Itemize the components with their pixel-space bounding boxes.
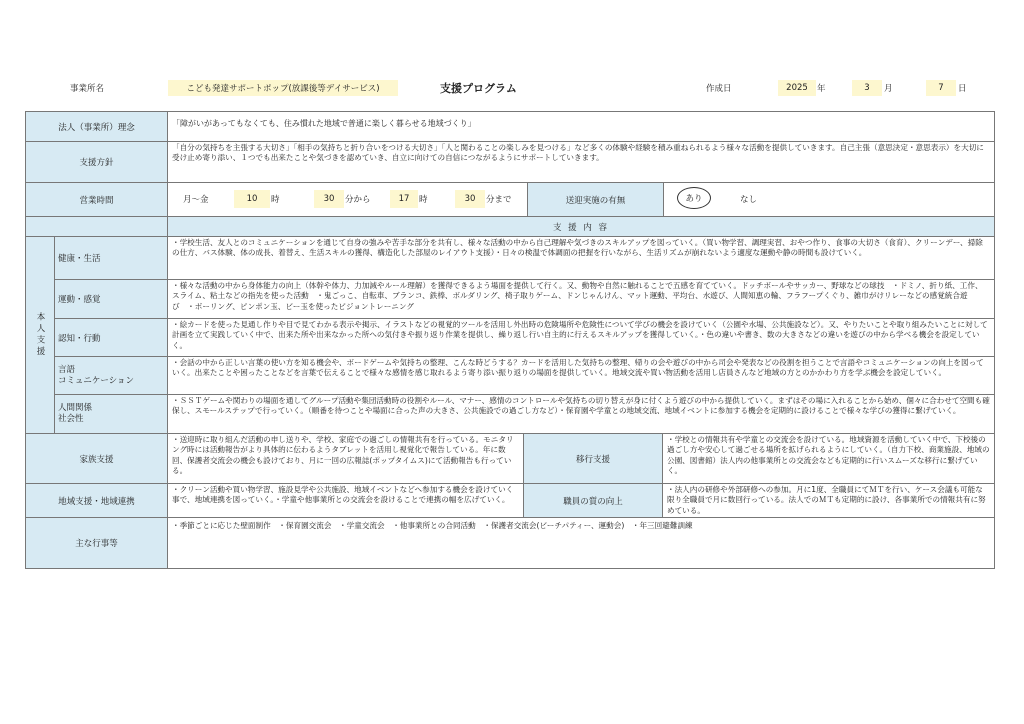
day-unit: 日 [958, 84, 967, 94]
support-row-text-communication: ・会話の中から正しい言葉の使い方を知る機会や、ボードゲームや気持ちの整理、こんな時どうする？カードを活用した気持ちの整理、帰りの会や遊びの中から司会や発表などの役割を担うことで言語やコミュニケーションの向上を図っていく。出来たことや困ったことなどを言葉で伝えることで様々な感情を感じ取れるよう寄り添い振り返りの場面を提供していく。地域交流や買い物活動を活用し店員さんなど地域の方とのかかわり方を学ぶ機会を設定していく。 [172, 358, 984, 378]
family-support-text: ・送迎時に取り組んだ活動の申し送りや、学校、家庭での過ごしの情報共有を行っている。モニタリング時には活動報告がより具体的に伝わるようタブレットを活用し視覚化で報告している。年に数回、保護者交流会の機会も設けており、月に一回の広報誌(ポップタイムス)にて活動報告も行っている。 [172, 435, 514, 476]
support-row-text-motor: ・様々な活動の中から身体能力の向上（体幹や体力、力加減やルール理解）を獲得できるよう場面を提供して行く。又、動物や自然に触れることで五感を育てていく。ドッチボールやサッカー、野球などの球技 ・ドミノ、折り紙、工作、スライム、粘土などの指先を使った活動 ・鬼ごっこ、自転車、ブランコ、鉄棒、ボルダリング、椅子取りゲーム、ドンじゃんけん、マット運動、平均台、水遊び、人間知恵の輪、フラフープくぐり、雑巾がけリレーなどの感覚統合遊び ・ボーリング、ピンポン玉、ビー玉を使ったビジョントレーニング [172, 281, 983, 311]
start-minute-unit: 分から [345, 195, 371, 205]
page-title: 支援プログラム [440, 82, 517, 95]
support-row-label-health: 健康・生活 [55, 237, 167, 279]
support-row-label-social: 人間関係 社会性 [55, 395, 167, 433]
self-support-group-label: 本人支援 [26, 237, 54, 433]
transition-support-label: 移行支援 [524, 434, 662, 483]
created-year: 2025 [778, 80, 816, 96]
support-row-label-communication: 言語 コミュニケーション [55, 357, 167, 394]
family-support-label: 家族支援 [26, 434, 167, 483]
support-row-text-health: ・学校生活、友人とのコミュニケーションを通じて自身の強みや苦手な部分を共有し、様々な活動の中から自己理解や気づきのスキルアップを図っていく。（買い物学習、調理実習、おやつ作り、食事の大切さ（食育）、クリーンデー、掃除の仕方、バス体験、体の成長、着替え、生活スキルの獲得、構造化した部屋のレイアウト支援）・日々の検温で体調面の把握を行いながら、生活リズムが崩れないよう適度な運動や静の時間も設けていく。 [172, 238, 983, 258]
philosophy-label: 法人（事業所）理念 [26, 112, 167, 141]
start-minute: 30 [314, 190, 344, 208]
support-content-left-spacer [26, 217, 167, 236]
office-name-value: こども発達サポートポップ(放課後等デイサービス) [168, 80, 398, 96]
staff-quality-label: 職員の質の向上 [524, 484, 662, 517]
business-hours-label: 営業時間 [26, 183, 167, 216]
end-hour: 17 [390, 190, 418, 208]
month-unit: 月 [884, 84, 893, 94]
created-day: 7 [926, 80, 956, 96]
office-name-label: 事業所名 [70, 84, 105, 94]
transition-support-text: ・学校との情報共有や学童との交流会を設けている。地域資源を活動していく中で、下校後の過ごし方や安心して過ごせる場所を拡げられるようにしていく。（自力下校、商業施設、地域の公園、図書館）法人内の他事業所との交流会なども定期的に行いスムーズな移行に繋げていく。 [667, 435, 990, 476]
support-row-text-social: ・ＳＳＴゲームや関わりの場面を通してグループ活動や集団活動時の役割やルール、マナー、感情のコントロールや気持ちの切り替えが身に付くよう遊びの中から提供していく。まずはその場に入れることから始め、個々に合わせて空間も確保し、スモールステップで行っていく。（順番を待つことや場面に合った声の大きさ、公共施設での過ごし方など）・保育園や学童との地域交流、地域イベントに参加する機会を定期的に設けることで様々な学びの獲得に繋げていく。 [172, 396, 990, 416]
policy-text: 「自分の気持ちを主張する大切さ」「相手の気持ちと折り合いをつける大切さ」「人と関わることの楽しみを見つける」など多くの体験や経験を積み重ねられるよう様々な活動を提供していきます。自己主張（意思決定・意思表示）を大切に受け止め寄り添い、１つでも出来たことや気づきを認めていき、自立に向けての自信につながるようにサポートしていきます。 [172, 143, 984, 163]
support-content-header: 支 援 内 容 [168, 217, 994, 236]
end-minute: 30 [455, 190, 485, 208]
transport-label: 送迎実施の有無 [528, 183, 663, 216]
support-row-text-cognition: ・絵カードを使った見通し作りや目で見てわかる表示や掲示、イラストなどの視覚的ツールを活用し外出時の危険場所や危険性について学びの機会を設けていく（公園や水場、公共施設など）。又、やりたいことや取り組みたいことに対して計画を立て実践していく中で、出来た所や出来なかった所への気付きや振り返り作業を提供し、繰り返し行い自主的に行えるスキルアップを獲得していく。・色の違いや書き、数の大きさなどの違いを遊びの中から学べる機会を設定していく。 [172, 320, 988, 350]
created-date-label: 作成日 [706, 84, 732, 94]
philosophy-text: 「障がいがあってもなくても、住み慣れた地域で普通に楽しく暮らせる地域づくり」 [172, 119, 476, 128]
transport-no: なし [740, 195, 758, 205]
start-hour: 10 [234, 190, 270, 208]
staff-quality-text: ・法人内の研修や外部研修への参加。月に1度、全職員にてＭＴを行い、ケース会議も可能な限り全職員で月に数回行っている。法人でのＭＴも定期的に設け、各事業所での情報共有に努めている。 [667, 485, 986, 515]
end-minute-unit: 分まで [486, 195, 512, 205]
start-hour-unit: 時 [271, 195, 280, 205]
created-month: 3 [852, 80, 882, 96]
main-events-label: 主な行事等 [26, 518, 167, 568]
main-events-text: ・季節ごとに応じた壁面制作 ・保育園交流会 ・学童交流会 ・他事業所との合同活動 ・保護者交流会(ビーチパティー、運動会) ・年三回避難訓練 [172, 521, 693, 530]
support-row-label-motor: 運動・感覚 [55, 280, 167, 318]
community-support-label: 地域支援・地域連携 [26, 484, 167, 517]
transport-yes-circled: あり [677, 187, 711, 209]
business-days: 月～金 [183, 195, 209, 205]
end-hour-unit: 時 [419, 195, 428, 205]
year-unit: 年 [817, 84, 826, 94]
policy-label: 支援方針 [26, 142, 167, 182]
support-row-label-cognition: 認知・行動 [55, 319, 167, 356]
community-support-text: ・クリーン活動や買い物学習、施設見学や公共施設、地域イベントなどへ参加する機会を設けていく事で、地域連携を図っていく。・学童や他事業所との交流会を設けることで連携の幅を広げていく。 [172, 485, 514, 505]
